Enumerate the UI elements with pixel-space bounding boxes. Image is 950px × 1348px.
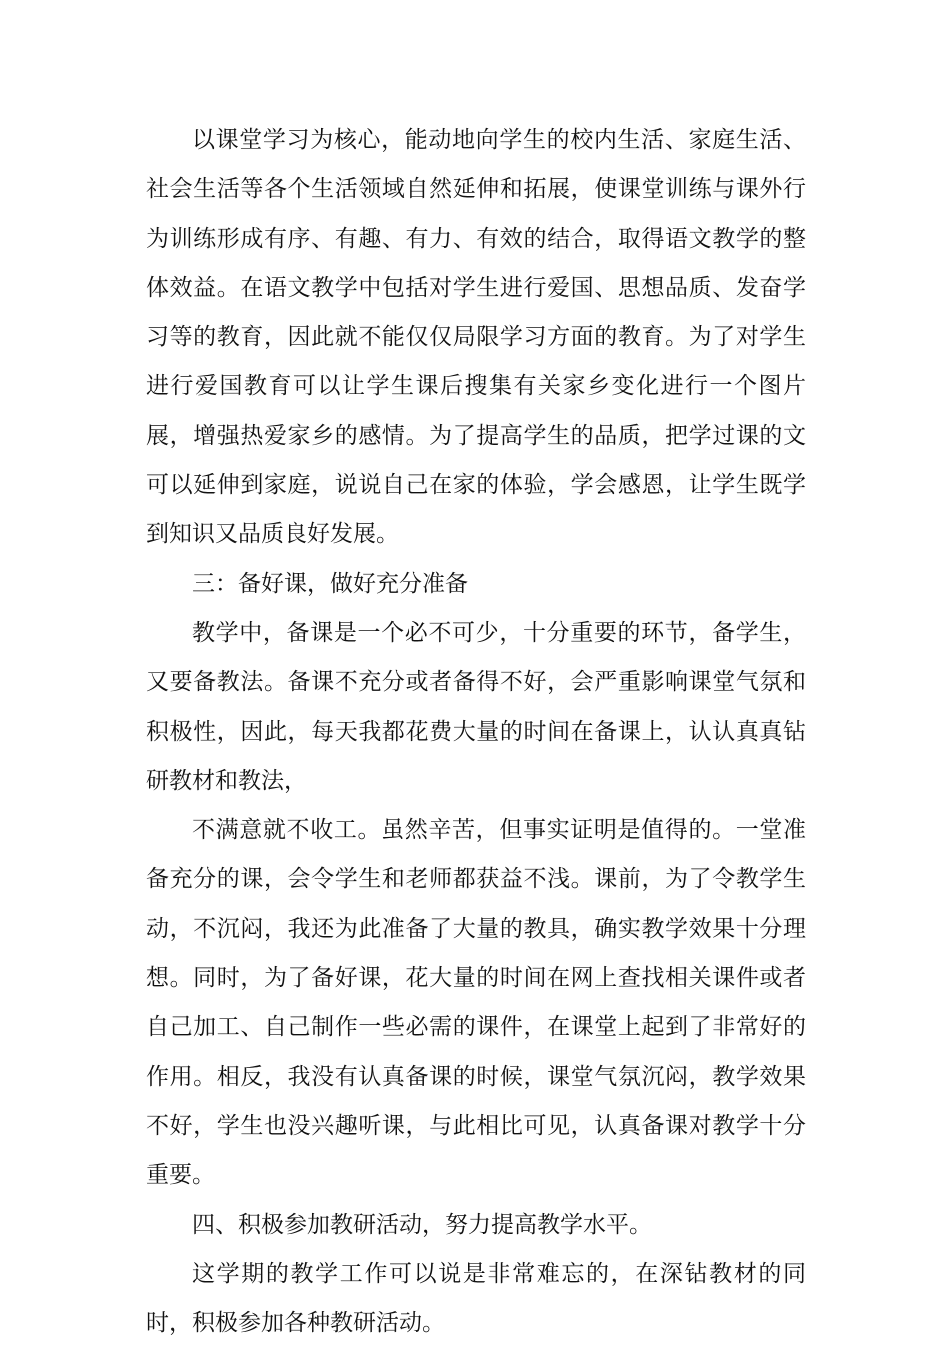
document-body [146, 116, 806, 1348]
paragraph-preparation-results: 不满意就不收工。虽然辛苦，但事实证明是值得的。一堂准备充分的课，会令学生和老师都获益不浅。课前，为了令教学生动，不沉闷，我还为此准备了大量的教具，确实教学效果十分理想。同时，为了备好课，花大量的时间在网上查找相关课件或者自己加工、自己制作一些必需的课件，在课堂上起到了非常好的作用。相反，我没有认真备课的时候，课堂气氛沉闷，教学效果不好，学生也没兴趣听课，与此相比可见，认真备课对教学十分重要。 [146, 817, 806, 1189]
heading-section-three: 三：备好课，做好充分准备 [192, 570, 468, 597]
paragraph-lesson-preparation: 教学中，备课是一个必不可少，十分重要的环节，备学生，又要备教法。备课不充分或者备得不好，会严重影响课堂气氛和积极性，因此，每天我都花费大量的时间在备课上，认认真真钻研教材和教法， [146, 619, 806, 794]
heading-section-four: 四、积极参加教研活动，努力提高教学水平。 [192, 1211, 652, 1238]
paragraph-teaching-research: 这学期的教学工作可以说是非常难忘的，在深钻教材的同时，积极参加各种教研活动。 [146, 1260, 806, 1337]
paragraph-classroom-extension: 以课堂学习为核心，能动地向学生的校内生活、家庭生活、社会生活等各个生活领域自然延伸和拓展，使课堂训练与课外行为训练形成有序、有趣、有力、有效的结合，取得语文教学的整体效益。在语文教学中包括对学生进行爱国、思想品质、发奋学习等的教育，因此就不能仅仅局限学习方面的教育。为了对学生进行爱国教育可以让学生课后搜集有关家乡变化进行一个图片展，增强热爱家乡的感情。为了提高学生的品质，把学过课的文可以延伸到家庭，说说自己在家的体验，学会感恩，让学生既学到知识又品质良好发展。 [146, 127, 806, 548]
